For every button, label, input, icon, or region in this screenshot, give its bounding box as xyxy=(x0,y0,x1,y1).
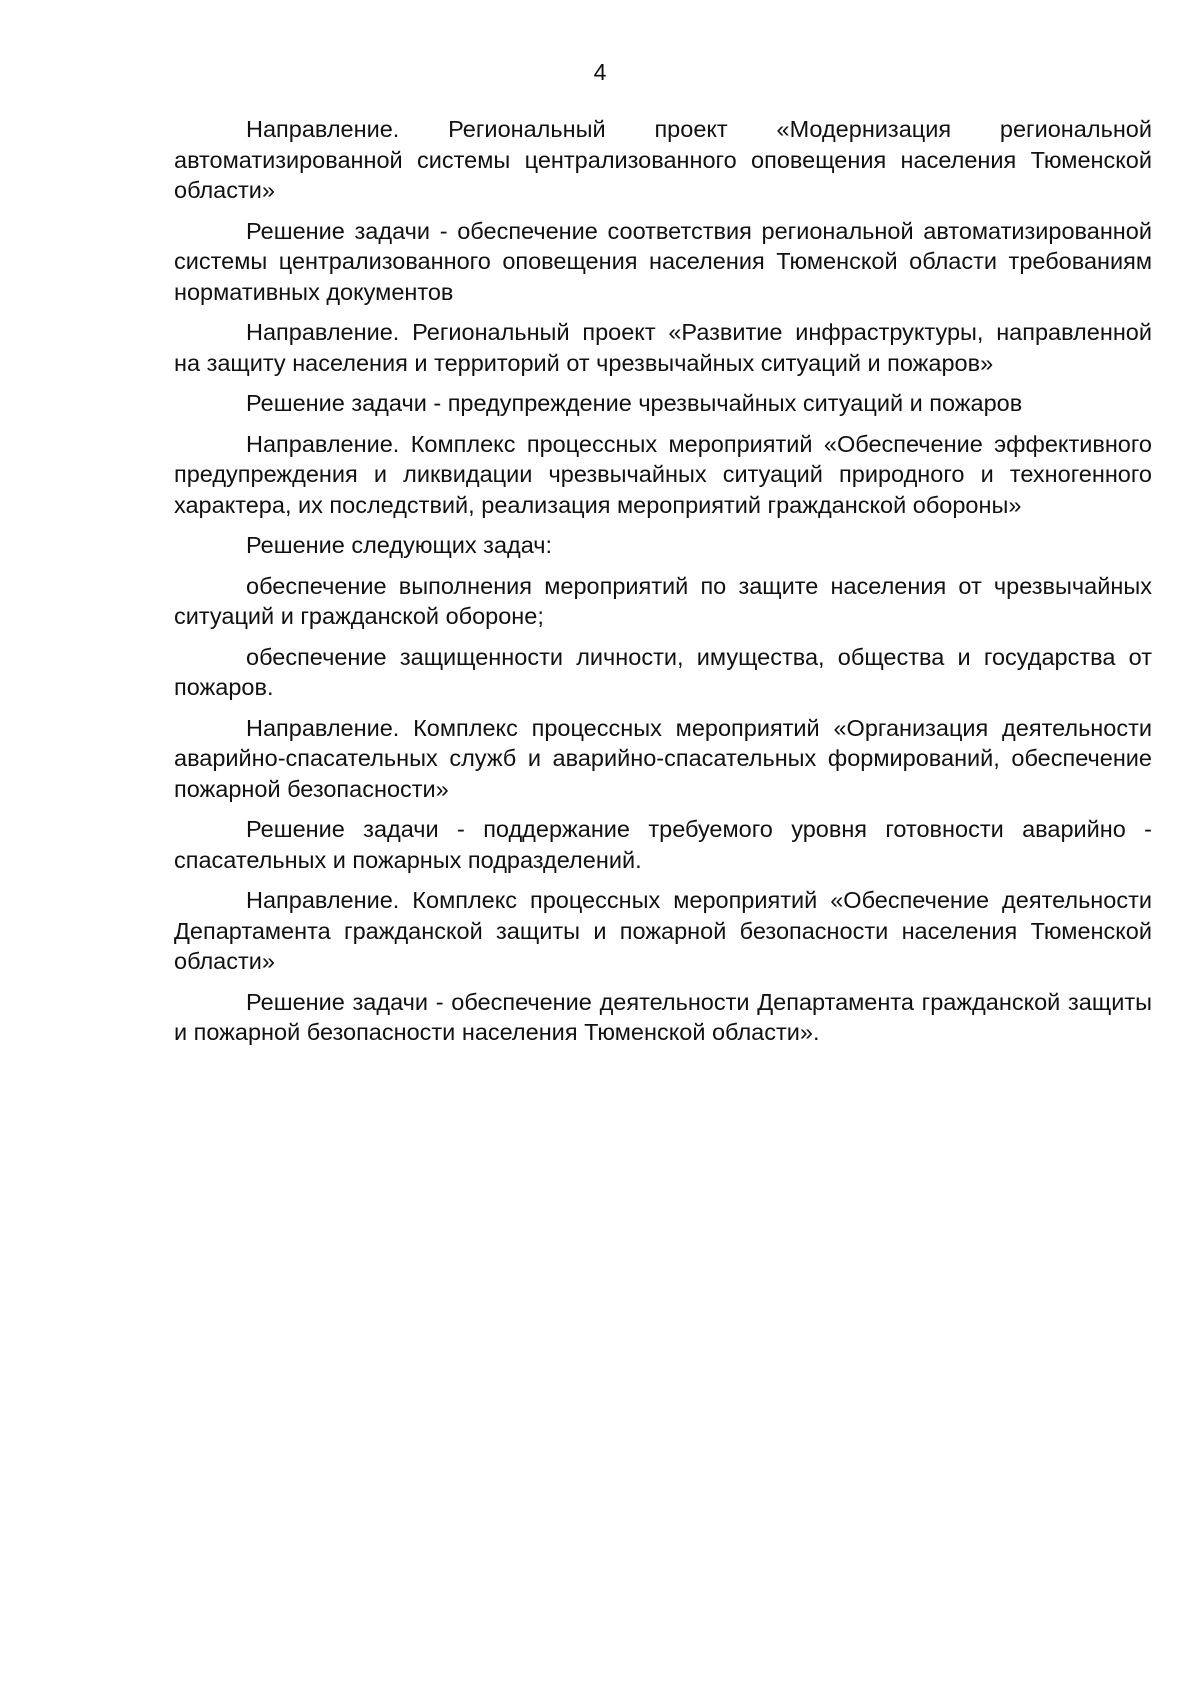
document-body xyxy=(174,114,1152,1058)
paragraph-task-3a: обеспечение выполнения мероприятий по защите населения от чрезвычайных ситуаций и гражданской обороне; xyxy=(174,572,1152,629)
paragraph-tasks-heading: Решение следующих задач: xyxy=(246,532,553,558)
paragraph-direction-4: Направление. Комплекс процессных мероприятий «Организация деятельности аварийно-спасательных служб и аварийно-спасательных формирований, обеспечение пожарной безопасности» xyxy=(174,714,1152,802)
paragraph-direction-3: Направление. Комплекс процессных мероприятий «Обеспечение эффективного предупреждения и ликвидации чрезвычайных ситуаций природного и техногенного характера, их последствий, реализация мероприятий гражданской обороны» xyxy=(174,430,1152,518)
paragraph-task-5: Решение задачи - обеспечение деятельности Департамента гражданской защиты и пожарной безопасности населения Тюменской области». xyxy=(174,988,1152,1045)
paragraph-task-4: Решение задачи - поддержание требуемого уровня готовности аварийно - спасательных и пожарных подразделений. xyxy=(174,816,1152,873)
paragraph-task-2: Решение задачи - предупреждение чрезвычайных ситуаций и пожаров xyxy=(246,390,1023,416)
paragraph-task-1: Решение задачи - обеспечение соответствия региональной автоматизированной системы централизованного оповещения населения Тюменской области требованиям нормативных документов xyxy=(174,217,1152,305)
paragraph-direction-1: Направление. Региональный проект «Модернизация региональной автоматизированной системы централизованного оповещения населения Тюменской области» xyxy=(174,116,1152,203)
paragraph-direction-2: Направление. Региональный проект «Развитие инфраструктуры, направленной на защиту населения и территорий от чрезвычайных ситуаций и пожаров» xyxy=(174,319,1152,376)
paragraph-task-3b: обеспечение защищенности личности, имущества, общества и государства от пожаров. xyxy=(174,643,1152,700)
paragraph-direction-5: Направление. Комплекс процессных мероприятий «Обеспечение деятельности Департамента гражданской защиты и пожарной безопасности населения Тюменской области» xyxy=(174,887,1152,974)
page-number: 4 xyxy=(593,59,607,85)
